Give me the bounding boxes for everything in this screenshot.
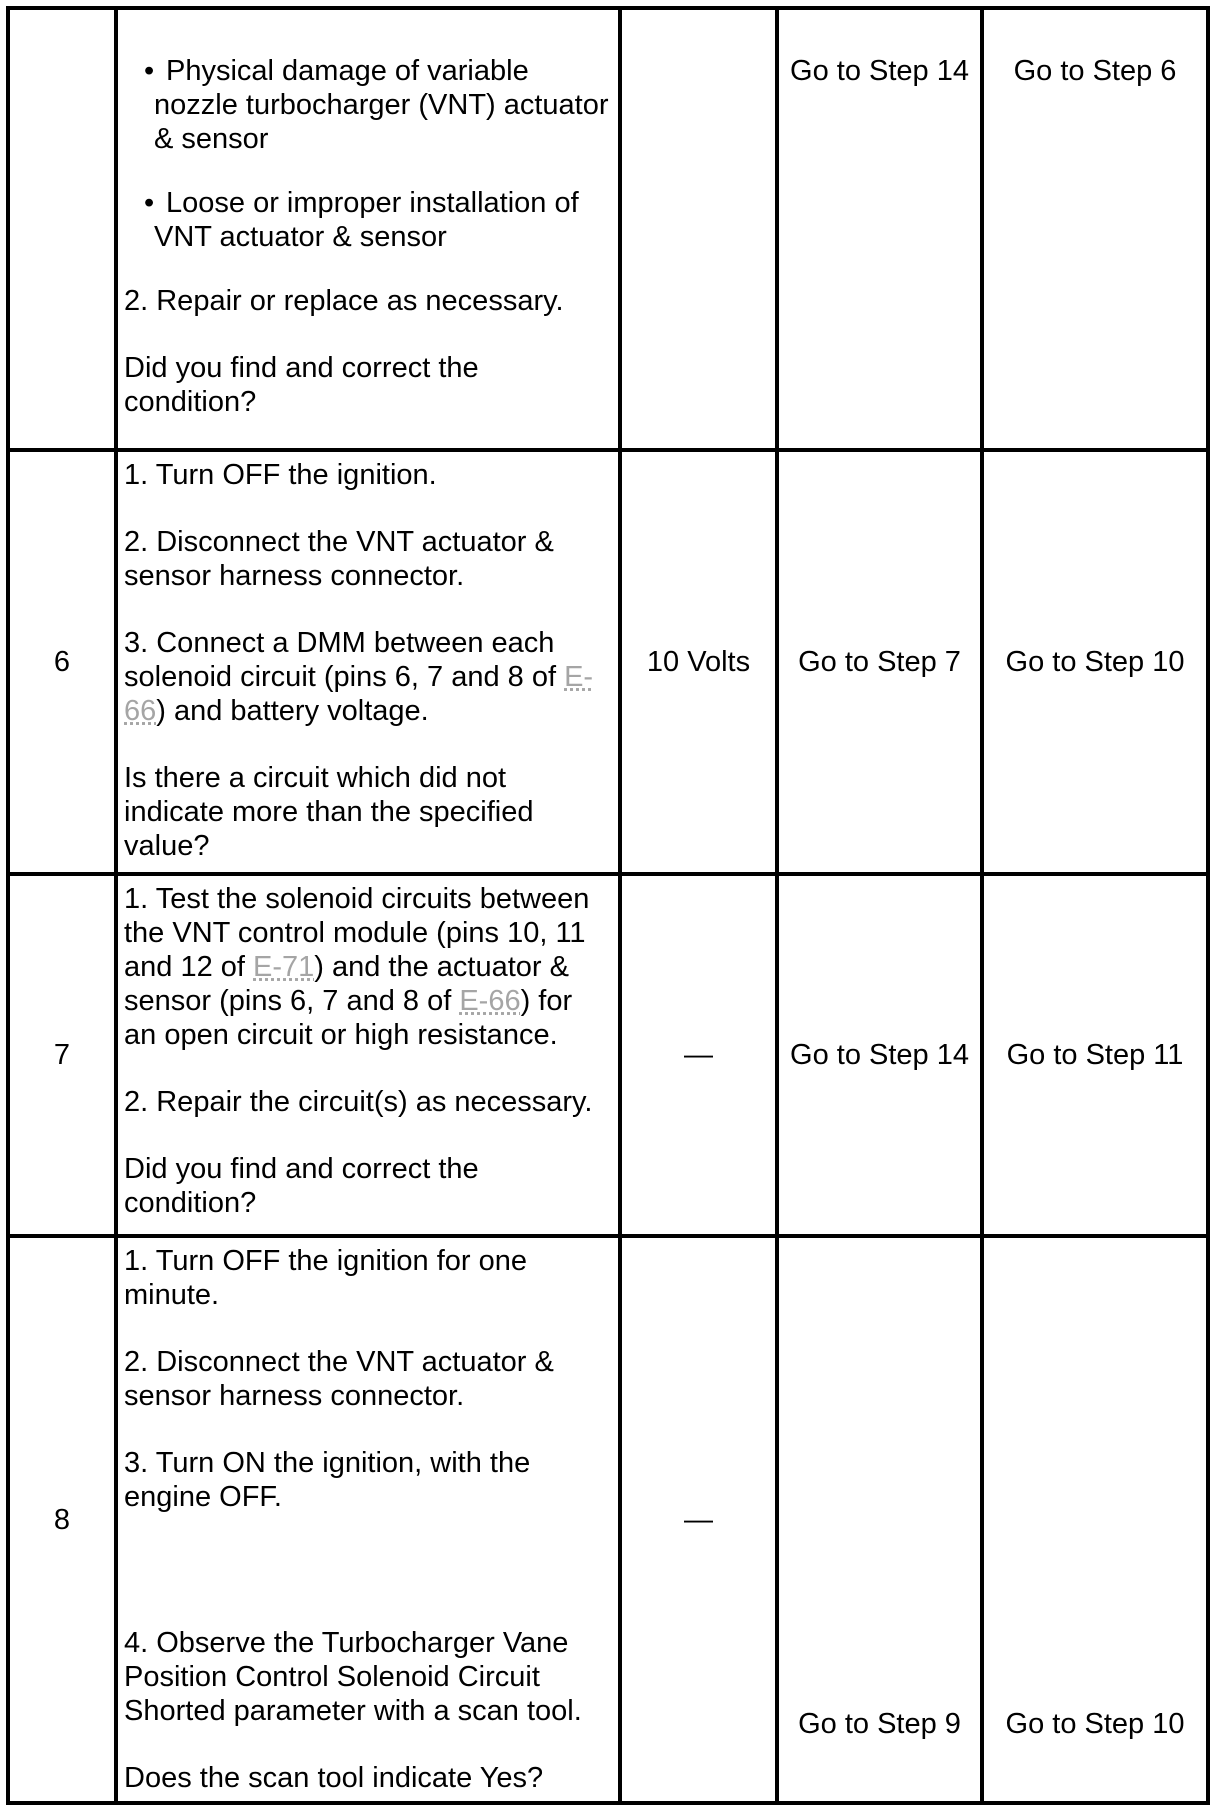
yes-cell: Go to Step 9 — [777, 1236, 982, 1803]
no-cell: Go to Step 6 — [982, 8, 1208, 450]
yes-cell: Go to Step 14 — [777, 874, 982, 1236]
action-text: 3. Turn ON the ignition, with the engine OFF. — [124, 1447, 531, 1513]
connector-ref-link[interactable]: E-66 — [124, 661, 594, 727]
action-text: 2. Disconnect the VNT actuator & sensor harness connector. — [124, 526, 554, 592]
action-cell — [116, 874, 620, 1236]
table-row — [8, 874, 1208, 1236]
value-cell: — — [620, 1236, 777, 1803]
connector-ref-link[interactable]: E-66 — [459, 985, 521, 1017]
step-number: 8 — [8, 1236, 116, 1803]
action-cell — [116, 8, 620, 450]
diagnostic-steps-table — [6, 6, 1210, 1805]
value-cell: — — [620, 874, 777, 1236]
action-text: 2. Repair the circuit(s) as necessary. — [124, 1086, 593, 1118]
step-number — [8, 8, 116, 450]
action-text: 3. Connect a DMM between each solenoid circuit (pins 6, 7 and 8 of E-66) and battery voltage. — [124, 627, 594, 727]
question-text: Does the scan tool indicate Yes? — [124, 1762, 544, 1794]
action-text: 2. Disconnect the VNT actuator & sensor harness connector. — [124, 1346, 554, 1412]
action-text: 1. Turn OFF the ignition for one minute. — [124, 1245, 527, 1311]
question-text: Did you find and correct the condition? — [124, 1153, 479, 1219]
no-cell: Go to Step 10 — [982, 1236, 1208, 1803]
table-row — [8, 450, 1208, 874]
table-row — [8, 8, 1208, 450]
connector-ref-link[interactable]: E-71 — [253, 951, 315, 983]
action-cell — [116, 1236, 620, 1803]
action-cell — [116, 450, 620, 874]
step-number: 7 — [8, 874, 116, 1236]
yes-cell: Go to Step 7 — [777, 450, 982, 874]
table-row — [8, 1236, 1208, 1803]
list-item: • Physical damage of variable nozzle turbocharger (VNT) actuator & sensor — [144, 55, 609, 155]
question-text: Did you find and correct the condition? — [124, 352, 479, 418]
action-text: 1. Test the solenoid circuits between the VNT control module (pins 10, 11 and 12 of E-71) and the actuator & sensor (pins 6, 7 and 8 of E-66) for an open circuit or high resistance. — [124, 883, 590, 1051]
question-text: Is there a circuit which did not indicate more than the specified value? — [124, 762, 534, 862]
step-number: 6 — [8, 450, 116, 874]
list-item: • Loose or improper installation of VNT actuator & sensor — [144, 187, 579, 253]
action-text: 1. Turn OFF the ignition. — [124, 459, 437, 491]
action-text: 2. Repair or replace as necessary. — [124, 285, 564, 317]
action-text: 4. Observe the Turbocharger Vane Position Control Solenoid Circuit Shorted parameter with a scan tool. — [124, 1627, 582, 1727]
value-cell: 10 Volts — [620, 450, 777, 874]
value-cell — [620, 8, 777, 450]
no-cell: Go to Step 11 — [982, 874, 1208, 1236]
no-cell: Go to Step 10 — [982, 450, 1208, 874]
yes-cell: Go to Step 14 — [777, 8, 982, 450]
